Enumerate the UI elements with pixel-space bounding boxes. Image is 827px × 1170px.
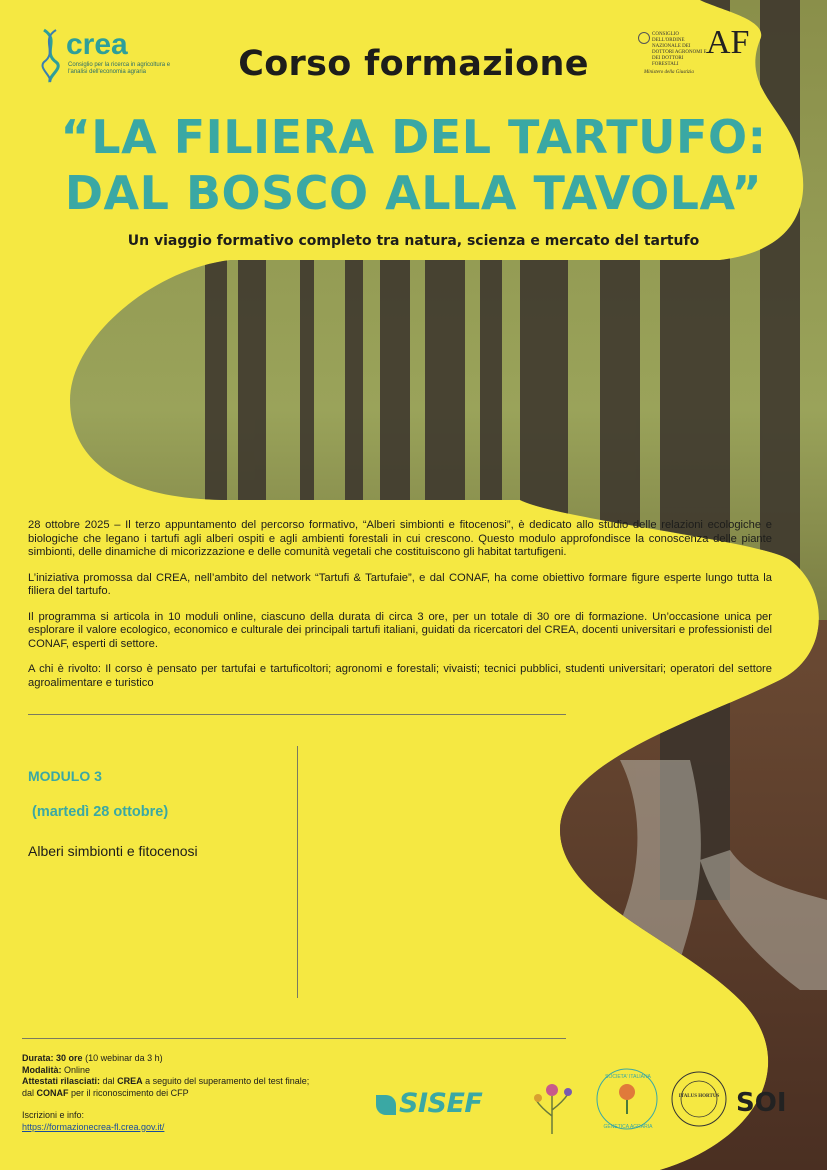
italus-hortus-text: ITALUS HORTUS (678, 1094, 720, 1099)
attestati-text: a seguito del superamento del test finale; (145, 1076, 310, 1086)
paragraph-program: Il programma si articola in 10 moduli online, ciascuno della durata di circa 3 ore, per un totale di 30 ore di formazione. Un’occasione unica per esplorare il valore ecologico, economico e culturale dei principali tartufi italiani, guidati da ricercatori del CREA, docenti universitari e professionisti del CONAF, esperti di settore. (28, 610, 772, 650)
attestati-text: dal (102, 1076, 115, 1086)
iscrizioni-label: Iscrizioni e info: (22, 1110, 85, 1120)
attestati-conaf: CONAF (36, 1087, 69, 1098)
sisef-logo (376, 1088, 482, 1119)
ministry-label: Ministero della Giustizia (644, 70, 694, 75)
subtitle: Un viaggio formativo completo tra natura, scienza e mercato del tartufo (127, 233, 700, 249)
title-line-1: “LA FILIERA DEL TARTUFO: (60, 110, 767, 164)
conaf-text: CONSIGLIO DELL'ORDINE NAZIONALE DEI DOTTORI AGRONOMI E DEI DOTTORI FORESTALI (652, 32, 707, 67)
soi-logo: SOI (736, 1088, 787, 1118)
italus-hortus-seal-icon (670, 1070, 728, 1128)
conaf-mark: AF (706, 24, 750, 61)
paragraph-audience: A chi è rivolto: Il corso è pensato per tartufai e tartuficoltori; agronomi e forestali; vivaisti; tecnici pubblici, studenti universitari; operatori del settore agroalimentare e turistico (28, 663, 772, 689)
attestati-row-2 (22, 1088, 362, 1100)
module-date: (martedì 28 ottobre) (32, 804, 169, 820)
emblem-icon (638, 32, 650, 44)
paragraph-intro: 28 ottobre 2025 – Il terzo appuntamento del percorso formativo, “Alberi simbionti e fitocenosi”, è dedicato allo studio delle relazioni ecologiche e biologiche che legano i tartufi agli alberi ospiti e agli ambienti forestali in cui crescono. Questo modulo approfondisce la conoscenza delle piante simbionti, delle dinamiche di micorizzazione e delle comunità vegetali che costituiscono gli habitat tartufigeni. (28, 519, 772, 558)
paragraph-initiative: L’iniziativa promossa dal CREA, nell’ambito del network “Tartufi & Tartufaie”, e dal CONAF, ha come obiettivo formare figure esperte lungo tutta la filiera del tartufo. (28, 571, 772, 597)
divider (22, 1038, 566, 1039)
sisef-wordmark: SISEF (399, 1088, 483, 1119)
attestati-row (22, 1076, 362, 1088)
registration-link[interactable]: https://formazionecrea-fl.crea.gov.it/ (22, 1121, 165, 1132)
module-label: MODULO 3 (28, 768, 102, 784)
attestati-label: Attestati rilasciati: (22, 1076, 101, 1086)
leaf-icon (376, 1095, 396, 1115)
flower-illustration-icon (526, 1076, 578, 1136)
durata-row (22, 1053, 362, 1065)
crea-wordmark: crea (66, 28, 128, 61)
sigenag-top-text: SOCIETA' ITALIANA (605, 1074, 651, 1080)
modalita-row (22, 1065, 362, 1077)
attestati-text: dal (22, 1087, 35, 1098)
durata-note: (10 webinar da 3 h) (85, 1053, 163, 1063)
modalita-value: Online (64, 1064, 91, 1075)
column-divider (297, 746, 298, 998)
sigenag-bottom-text: GENETICA AGRARIA (603, 1124, 653, 1130)
divider (28, 714, 566, 715)
durata-label: Durata: (22, 1053, 54, 1063)
module-topic: Alberi simbionti e fitocenosi (28, 843, 198, 859)
title-line-2: DAL BOSCO ALLA TAVOLA” (64, 166, 763, 220)
description (28, 519, 772, 702)
course-info (22, 1053, 362, 1133)
crea-tagline: Consiglio per la ricerca in agricoltura e l'analisi dell'economia agraria (68, 62, 171, 75)
modalita-label: Modalità: (22, 1064, 62, 1075)
durata-value: 30 ore (56, 1053, 83, 1063)
attestati-text: per il riconoscimento dei CFP (71, 1087, 189, 1098)
course-label: Corso formazione (238, 44, 589, 84)
attestati-crea: CREA (117, 1076, 143, 1086)
